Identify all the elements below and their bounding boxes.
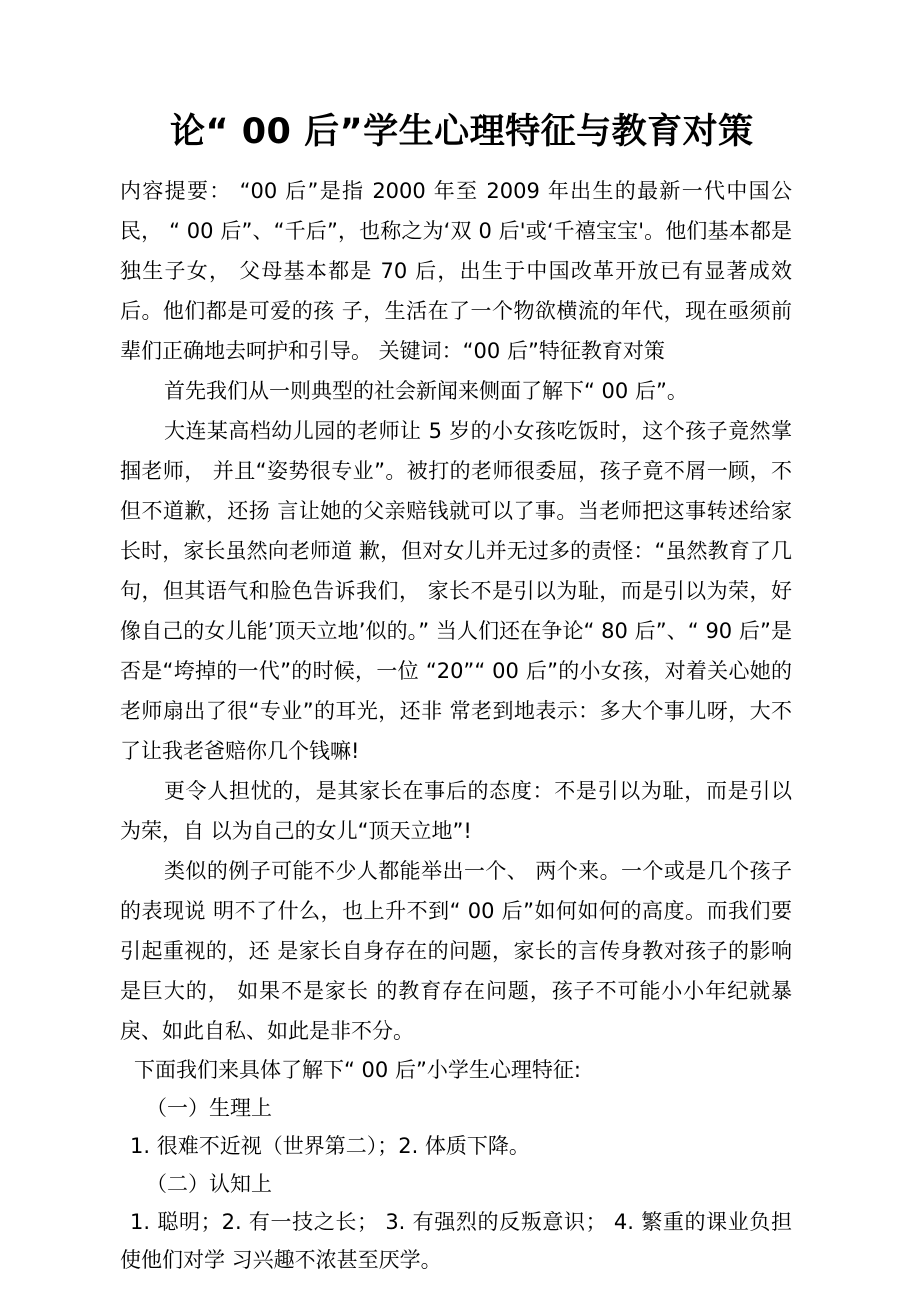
paragraph-parent-attitude: 更令人担忧的，是其家长在事后的态度：不是引以为耻，而是引以为荣，自 以为自己的女儿“顶天立地”! bbox=[120, 779, 792, 843]
paragraph-intro: 首先我们从一则典型的社会新闻来侧面了解下“ 00 后”。 bbox=[164, 379, 688, 403]
document-body bbox=[120, 104, 792, 1279]
page-title: 论“ 00 后”学生心理特征与教育对策 bbox=[170, 112, 754, 152]
section-heading-physiological: （一）生理上 bbox=[146, 1096, 272, 1120]
paragraph-news-story: 大连某高档幼儿园的老师让 5 岁的小女孩吃饭时，这个孩子竟然掌掴老师， 并且“姿势很专业”。被打的老师很委屈，孩子竟不屑一顾，不但不道歉，还扬 言让她的父亲赔钱就可以了事。当老师把这事转述给家长时，家长虽然向老师道 歉，但对女儿并无过多的责怪：“虽然教育了几句，但其语气和脸色告诉我们， 家长不是引以为耻，而是引以为荣，好像自己的女儿能’顶天立地’似的。” 当人们还在争论“ 80 后”、“ 90 后”是否是“垮掉的一代”的时候，一位 “20”“ 00 后”的小女孩，对着关心她的老师扇出了很“专业”的耳光，还非 常老到地表示：多大个事儿呀，大不了让我老爸赔你几个钱嘛! bbox=[120, 419, 792, 763]
paragraph-section-lead: 下面我们来具体了解下“ 00 后”小学生心理特征: bbox=[134, 1058, 581, 1082]
section-heading-cognitive: （二）认知上 bbox=[146, 1172, 272, 1196]
abstract-paragraph: 内容提要： “00 后”是指 2000 年至 2009 年出生的最新一代中国公民， “ 00 后”、“千后”，也称之为‘双 0 后'或‘千禧宝宝'。他们基本都是独生子女， 父母基本都是 70 后，出生于中国改革开放已有显著成效后。他们都是可爱的孩 子，生活在了一个物欲横流的年代，现在亟须前辈们正确地去呵护和引导。 关键词：“00 后”特征教育对策 bbox=[120, 179, 792, 363]
section-items-physiological: 1. 很难不近视（世界第二）；2. 体质下降。 bbox=[130, 1134, 530, 1158]
section-items-cognitive: 1. 聪明；2. 有一技之长； 3. 有强烈的反叛意识； 4. 繁重的课业负担使他们对学 习兴趣不浓甚至厌学。 bbox=[120, 1210, 792, 1272]
paragraph-analysis: 类似的例子可能不少人都能举出一个、 两个来。一个或是几个孩子的表现说 明不了什么，也上升不到“ 00 后”如何如何的高度。而我们要引起重视的，还 是家长自身存在的问题，家长的言传身教对孩子的影响是巨大的， 如果不是家长 的教育存在问题，孩子不可能小小年纪就暴戾、如此自私、如此是非不分。 bbox=[120, 859, 792, 1043]
